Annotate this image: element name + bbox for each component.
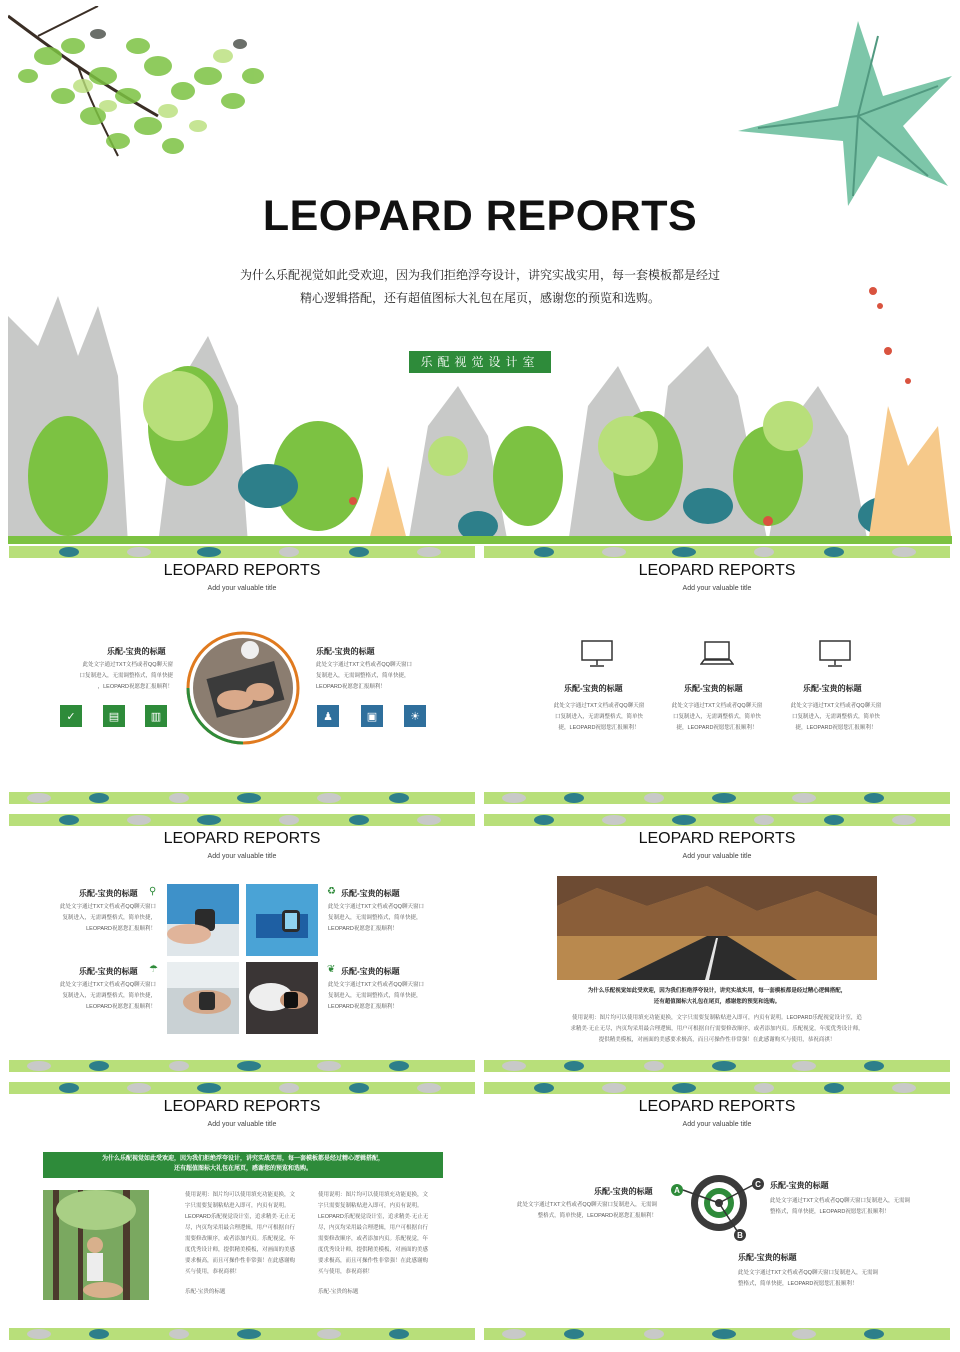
strip-top-icon [9,1082,475,1094]
cover-desc-line2: 精心逻辑搭配，还有超值图标大礼包在尾页，感谢您的预览和选购。 [299,291,660,305]
text-line: 提供精美模板，对画面的美感要求极高，而且可操作性非常强！在此感谢购买与使用，恭祝商祺！ [598,1037,836,1043]
text-line: 复制进入，无需调整格式，简单快捷， [328,915,422,921]
slide-4 [484,814,950,1072]
text-line: 口复制进入，无需调整格式，简单快 [554,714,643,720]
left-text [502,1200,657,1222]
usage-description [524,1013,910,1046]
bl-heading: 乐配-宝贵的标题 [79,967,138,976]
text-line: 口复制进入，无需调整格式，简单快捷 [79,673,173,679]
text-line: 此处文字通过TXT文档或者QQ聊天窗 [671,703,763,709]
text-line: 捷，LEOPARD祝愿您汇报顺利！ [795,725,877,731]
slide-subtitle: Add your valuable title [207,853,277,860]
strip-top-icon [9,814,475,826]
label-c: C [755,1180,761,1189]
watch-photo [246,962,318,1034]
people-icon: ♟ [317,705,339,727]
presentation-icon: ▣ [361,705,383,727]
text-line: LEOPARD乐配视觉设计室，追求精美·无止无 [318,1214,429,1220]
text-line: LEOPARD祝愿您汇报顺利！ [328,1004,398,1010]
text-line: 使用说明：图片均可以使用填充功能更换，文 [185,1192,296,1198]
text-line: 复制进入，无需调整格式，简单快捷， [328,993,422,999]
column-1-footer: 乐配-宝贵的标题 [185,1289,226,1295]
text-line: 复制进入，无需调整格式，简单快捷， [62,915,156,921]
bottom-plants-illustration [8,287,952,544]
text-line: 还有超值图标大礼包在尾页，感谢您的预览和选购。 [653,999,781,1005]
text-line: 此处文字通过TXT文档或者QQ聊天窗口复制进入，无需调 [517,1202,657,1208]
text-line: 此处文字通过TXT文档或者QQ聊天窗 [553,703,645,709]
target-diagram [669,1170,769,1242]
tl-text [51,902,156,935]
text-line: 整格式，简单快捷，LEOPARD祝愿您汇报顺利！ [738,1281,858,1287]
slide-subtitle: Add your valuable title [682,585,752,592]
laptop-icon [700,640,734,668]
right-text [316,660,426,693]
strip-top-icon [484,546,950,558]
item-heading: 乐配-宝贵的标题 [684,684,743,693]
strip-bottom-icon [9,1060,475,1072]
slide-3 [9,814,475,1072]
watch-photo [167,884,239,956]
star-leaf-illustration [738,21,952,206]
text-line: 还有超值图标大礼包在尾页，感谢您的预览和选购。 [173,1166,312,1172]
slide-title: LEOPARD REPORTS [163,830,321,847]
umbrella-icon: ☂ [149,964,158,975]
item-text [662,701,772,734]
label-b: B [737,1231,743,1240]
text-line: 口复制进入，无需调整格式，简单快 [672,714,761,720]
slide-title: LEOPARD REPORTS [638,830,796,847]
cover-badge: 乐配视觉设计室 [409,351,551,373]
bl-text [51,980,156,1013]
text-line: 要求极高，而且可操作性非常强！在此感谢购 [318,1258,429,1264]
strip-bottom-icon [9,792,475,804]
text-line: 买与使用，恭祝商祺！ [185,1269,241,1275]
text-line: LEOPARD祝愿您汇报顺利！ [86,1004,156,1010]
right-heading: 乐配-宝贵的标题 [316,647,375,656]
slide-title: LEOPARD REPORTS [163,1098,321,1115]
right-text [770,1196,930,1218]
document-icon: ▤ [103,705,125,727]
strip-top-icon [9,546,475,558]
text-line: LEOPARD祝愿您汇报顺利！ [86,926,156,932]
slide-5 [9,1082,475,1340]
item-text [781,701,891,734]
strip-top-icon [484,1082,950,1094]
text-line: 此处文字通过TXT文档或者QQ聊天窗口复制进入，无需调 [738,1270,878,1276]
left-heading: 乐配-宝贵的标题 [594,1187,653,1196]
tr-text [328,902,448,935]
monitor-icon [819,640,851,668]
text-line: 求精美·无止无尽，内页均采用最合理逻辑，用户可根据自行需要修改顺序，或者添加内页。乐配视觉，年度优秀设计师， [570,1026,864,1032]
text-line: 此处文字通过TXT文档或者QQ聊天窗口 [60,982,156,988]
strip-top-icon [484,814,950,826]
bottom-text [738,1268,898,1290]
strip-bottom-icon [484,792,950,804]
slide-subtitle: Add your valuable title [207,1121,277,1128]
text-line: 买与使用，恭祝商祺！ [318,1269,374,1275]
leaf-icon: ❦ [327,964,336,975]
cover-slide [8,6,952,544]
text-line: 捷，LEOPARD祝愿您汇报顺利！ [676,725,758,731]
green-banner [43,1152,443,1178]
text-line: 整格式，简单快捷，LEOPARD祝愿您汇报顺利！ [537,1213,657,1219]
recycle-icon: ♻ [327,886,336,897]
text-line: 此处文字通过TXT文档或者QQ聊天窗口 [316,662,412,668]
location-pin-icon: ⚲ [149,886,157,897]
text-line: 复制进入，无需调整格式，简单快捷， [316,673,410,679]
text-line: 度优秀设计师，提供精美模板，对画面的美感 [185,1247,296,1253]
text-line: 字只需要复制粘贴进入即可，内页有说明。 [318,1203,423,1209]
cover-desc-line1: 为什么乐配视觉如此受欢迎，因为我们拒绝浮夸设计，讲究实战实用，每一套模板都是经过 [239,268,720,282]
slide-subtitle: Add your valuable title [207,585,277,592]
strip-bottom-icon [9,1328,475,1340]
text-line: 要求极高，而且可操作性非常强！在此感谢购 [185,1258,296,1264]
cover-title: LEOPARD REPORTS [262,192,698,240]
item-heading: 乐配-宝贵的标题 [564,684,623,693]
text-line: 尽，内页均采用最合理逻辑，用户可根据自行 [318,1225,429,1231]
strip-bottom-icon [484,1060,950,1072]
bar-chart-icon: ▥ [145,705,167,727]
branch-illustration [8,6,264,156]
item-text [544,701,654,734]
text-line: 需要修改顺序，或者添加内页。乐配视觉，年 [318,1236,429,1242]
text-line: ，LEOPARD祝愿您汇报顺利！ [97,684,173,690]
text-line: 此处文字通过TXT文档或者QQ聊天窗口 [60,904,156,910]
left-text [69,660,173,693]
slide-title: LEOPARD REPORTS [163,562,321,579]
lightbulb-icon: ☀ [404,705,426,727]
watch-photo [167,962,239,1034]
text-line: LEOPARD祝愿您汇报顺利！ [328,926,398,932]
text-line: 整格式，简单快捷，LEOPARD祝愿您汇报顺利！ [770,1209,890,1215]
text-line: LEOPARD乐配视觉设计室，追求精美·无止无 [185,1214,296,1220]
text-line: 口复制进入，无需调整格式，简单快 [791,714,880,720]
column-1-text [185,1190,307,1278]
slide-1 [9,546,475,804]
cover-description [208,264,752,310]
monitor-icon [581,640,613,668]
text-line: 为什么乐配视觉如此受欢迎，因为我们拒绝浮夸设计，讲究实战实用，每一套模板都是经过精心逻辑搭配， [101,1156,384,1162]
slide-subtitle: Add your valuable title [682,1121,752,1128]
laptop-photo-circle [185,630,301,746]
column-2-text [318,1190,440,1278]
text-line: 此处文字通过TXT文档或者QQ聊天窗口 [328,982,424,988]
text-line: 复制进入，无需调整格式，简单快捷， [62,993,156,999]
slide-2 [484,546,950,804]
text-line: 使用说明：图片均可以使用填充功能更换，文字只需要复制粘贴进入即可，内页有说明。LEOPARD乐配视觉设计室，追 [572,1015,862,1021]
text-line: 捷，LEOPARD祝愿您汇报顺利！ [558,725,640,731]
text-line: 此处文字通过TXT文档或者QQ聊天窗口 [328,904,424,910]
label-a: A [674,1186,680,1195]
slide-title: LEOPARD REPORTS [638,1098,796,1115]
text-line: 需要修改顺序，或者添加内页。乐配视觉，年 [185,1236,296,1242]
text-line: 度优秀设计师，提供精美模板，对画面的美感 [318,1247,429,1253]
item-heading: 乐配-宝贵的标题 [803,684,862,693]
text-line: 尽，内页均采用最合理逻辑，用户可根据自行 [185,1225,296,1231]
watch-photo [246,884,318,956]
text-line: 此处文字通过TXT文档或者QQ聊天窗 [82,662,173,668]
br-text [328,980,448,1013]
text-line: 使用说明：图片均可以使用填充功能更换，文 [318,1192,429,1198]
tl-heading: 乐配-宝贵的标题 [79,889,138,898]
text-line: 此处文字通过TXT文档或者QQ聊天窗 [790,703,882,709]
check-icon: ✓ [60,705,82,727]
text-line: 字只需要复制粘贴进入即可，内页有说明。 [185,1203,290,1209]
bold-description [524,986,910,1008]
bottom-heading: 乐配-宝贵的标题 [738,1253,797,1262]
br-heading: 乐配-宝贵的标题 [341,967,400,976]
slide-6 [484,1082,950,1340]
right-heading: 乐配-宝贵的标题 [770,1181,829,1190]
column-2-footer: 乐配-宝贵的标题 [318,1289,359,1295]
text-line: 此处文字通过TXT文档或者QQ聊天窗口复制进入，无需调 [770,1198,910,1204]
strip-bottom-icon [484,1328,950,1340]
left-heading: 乐配-宝贵的标题 [107,647,166,656]
text-line: LEOPARD祝愿您汇报顺利！ [316,684,386,690]
slide-subtitle: Add your valuable title [682,853,752,860]
slide-title: LEOPARD REPORTS [638,562,796,579]
text-line: 为什么乐配视觉如此受欢迎，因为我们拒绝浮夸设计，讲究实战实用，每一套模板都是经过精心逻辑搭配， [587,988,847,994]
tr-heading: 乐配-宝贵的标题 [341,889,400,898]
forest-photo [43,1190,149,1300]
road-photo [557,876,877,980]
